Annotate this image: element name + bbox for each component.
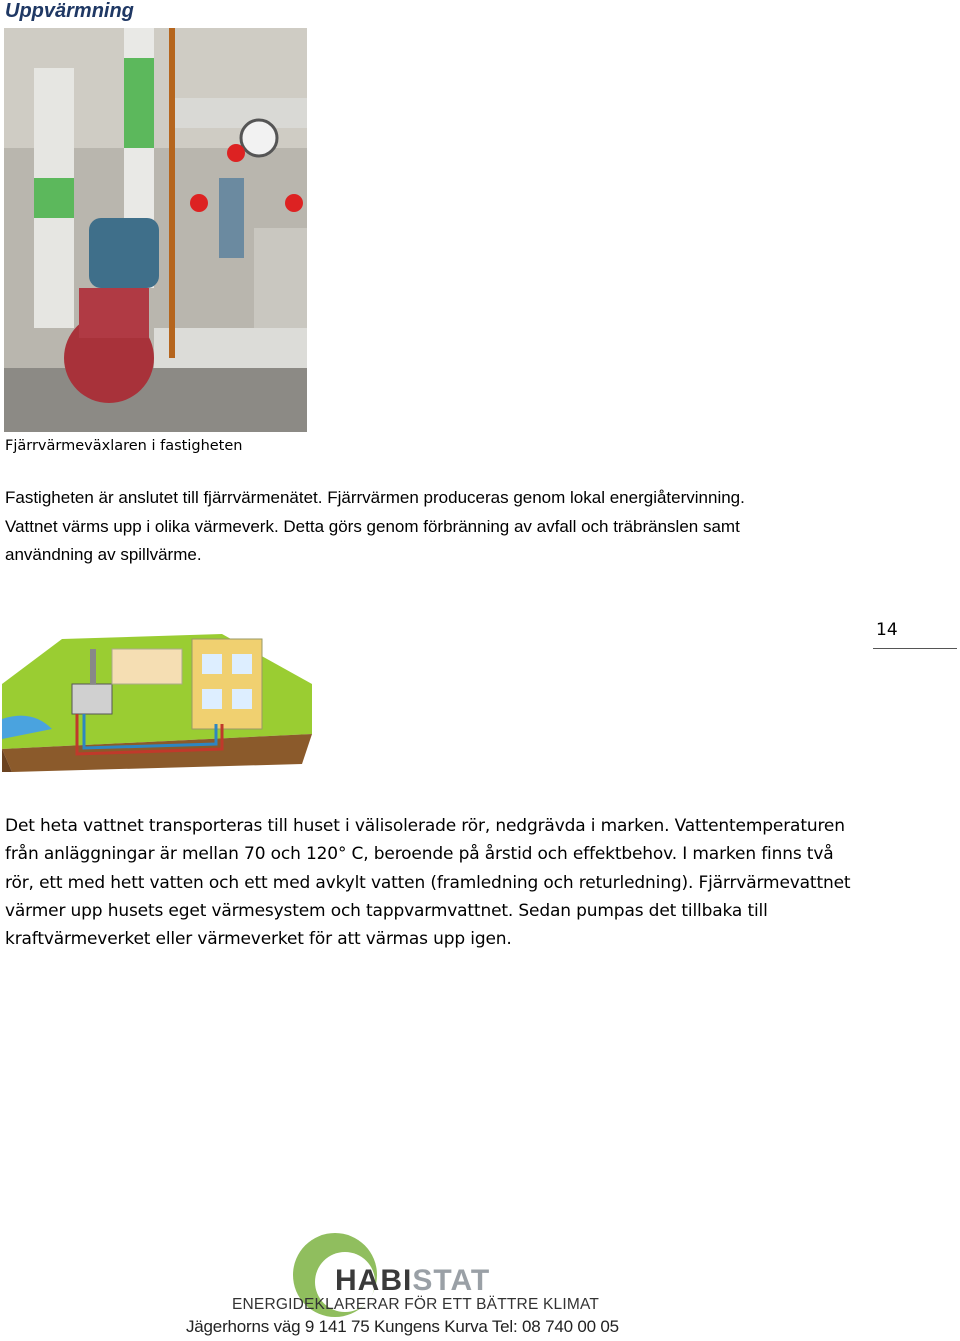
text-line: Vattnet värms upp i olika värmeverk. Detta görs genom förbränning av avfall och träbränslen samt	[5, 516, 740, 536]
text-line: värmer upp husets eget värmesystem och tappvarmvattnet. Sedan pumpas det tillbaka till	[5, 900, 768, 921]
logo-wordmark-part2: STAT	[412, 1264, 491, 1297]
page-number: 14	[876, 620, 898, 640]
footer-address: Jägerhorns väg 9 141 75 Kungens Kurva Tel: 08 740 00 05	[186, 1317, 619, 1336]
text-line: Det heta vattnet transporteras till huset i välisolerade rör, nedgrävda i marken. Vattentemperaturen	[5, 816, 845, 836]
photo-caption: Fjärrvärmeväxlaren i fastigheten	[5, 438, 243, 454]
text-line: användning av spillvärme.	[5, 545, 202, 564]
page-heading: Uppvärmning	[5, 0, 134, 22]
logo-wordmark-part1: HABI	[335, 1264, 413, 1297]
district-heating-illustration	[2, 624, 312, 774]
paragraph-district-heating	[5, 484, 885, 570]
logo-wordmark	[335, 1264, 490, 1298]
text-line: Fastigheten är anslutet till fjärrvärmenätet. Fjärrvärmen produceras genom lokal energiåtervinning.	[5, 488, 745, 507]
logo-tagline: ENERGIDEKLARERAR FÖR ETT BÄTTRE KLIMAT	[232, 1296, 600, 1313]
paragraph-pipes	[5, 812, 905, 953]
heat-exchanger-photo	[4, 28, 307, 432]
page-number-rule	[873, 648, 957, 649]
text-line: kraftvärmeverket eller värmeverket för att värmas upp igen.	[5, 929, 512, 950]
text-line: rör, ett med hett vatten och ett med avkylt vatten (framledning och returledning). Fjärrvärmevattnet	[5, 872, 851, 893]
text-line: från anläggningar är mellan 70 och 120° C, beroende på årstid och effektbehov. I marken finns två	[5, 844, 834, 865]
